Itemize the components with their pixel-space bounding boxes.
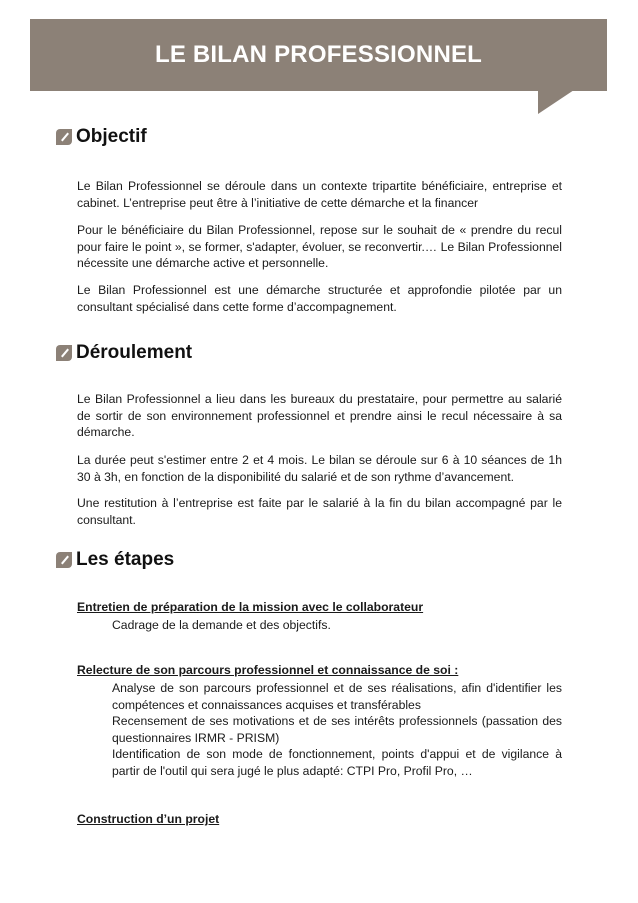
step-item: Identification de son mode de fonctionnement, points d'appui et de vigilance à partir de l'outil qui sera jugé le plus adapté: CTPI Pro, Profil Pro, … [112, 747, 562, 778]
section-title: Les étapes [76, 549, 175, 570]
section-etapes-heading [56, 549, 174, 571]
paragraph: La durée peut s'estimer entre 2 et 4 mois. Le bilan se déroule sur 6 à 10 séances de 1h 30 à 3h, en fonction de la disponibilité du salarié et de son rythme d’avancement. [77, 453, 562, 484]
pencil-icon [56, 345, 72, 361]
section-deroulement-heading [56, 342, 192, 364]
page-title: LE BILAN PROFESSIONNEL [154, 41, 483, 68]
title-banner [30, 19, 607, 91]
step-item: Analyse de son parcours professionnel et de ses réalisations, afin d'identifier les compétences et connaissances acquises et transférables [112, 681, 562, 712]
step-title: Construction d’un projet [77, 812, 220, 826]
section-objectif-heading [56, 126, 147, 148]
step-item: Recensement de ses motivations et de ses intérêts professionnels (passation des questionnaires IRMR - PRISM) [112, 714, 562, 745]
pencil-icon [56, 552, 72, 568]
section-title: Déroulement [76, 342, 193, 363]
pencil-icon [56, 129, 72, 145]
paragraph: Pour le bénéficiaire du Bilan Professionnel, repose sur le souhait de « prendre du recul pour faire le point », se former, s'adapter, évoluer, se reconvertir.… Le Bilan Professionnel nécessite une démarche active et personnelle. [77, 223, 562, 270]
banner-tail [538, 90, 574, 114]
section-title: Objectif [76, 126, 147, 147]
step-title: Entretien de préparation de la mission avec le collaborateur [77, 600, 424, 614]
paragraph: Le Bilan Professionnel a lieu dans les bureaux du prestataire, pour permettre au salarié de sortir de son environnement professionnel et prendre ainsi le recul nécessaire à sa démarche. [77, 392, 562, 439]
step-title: Relecture de son parcours professionnel et connaissance de soi : [77, 663, 459, 677]
paragraph: Une restitution à l’entreprise est faite par le salarié à la fin du bilan accompagné par le consultant. [77, 496, 562, 527]
paragraph: Le Bilan Professionnel est une démarche structurée et approfondie pilotée par un consultant spécialisé dans cette forme d’accompagnement. [77, 283, 562, 314]
step-item: Cadrage de la demande et des objectifs. [112, 618, 331, 632]
paragraph: Le Bilan Professionnel se déroule dans un contexte tripartite bénéficiaire, entreprise et cabinet. L’entreprise peut être à l’initiative de cette démarche et la financer [77, 179, 562, 210]
